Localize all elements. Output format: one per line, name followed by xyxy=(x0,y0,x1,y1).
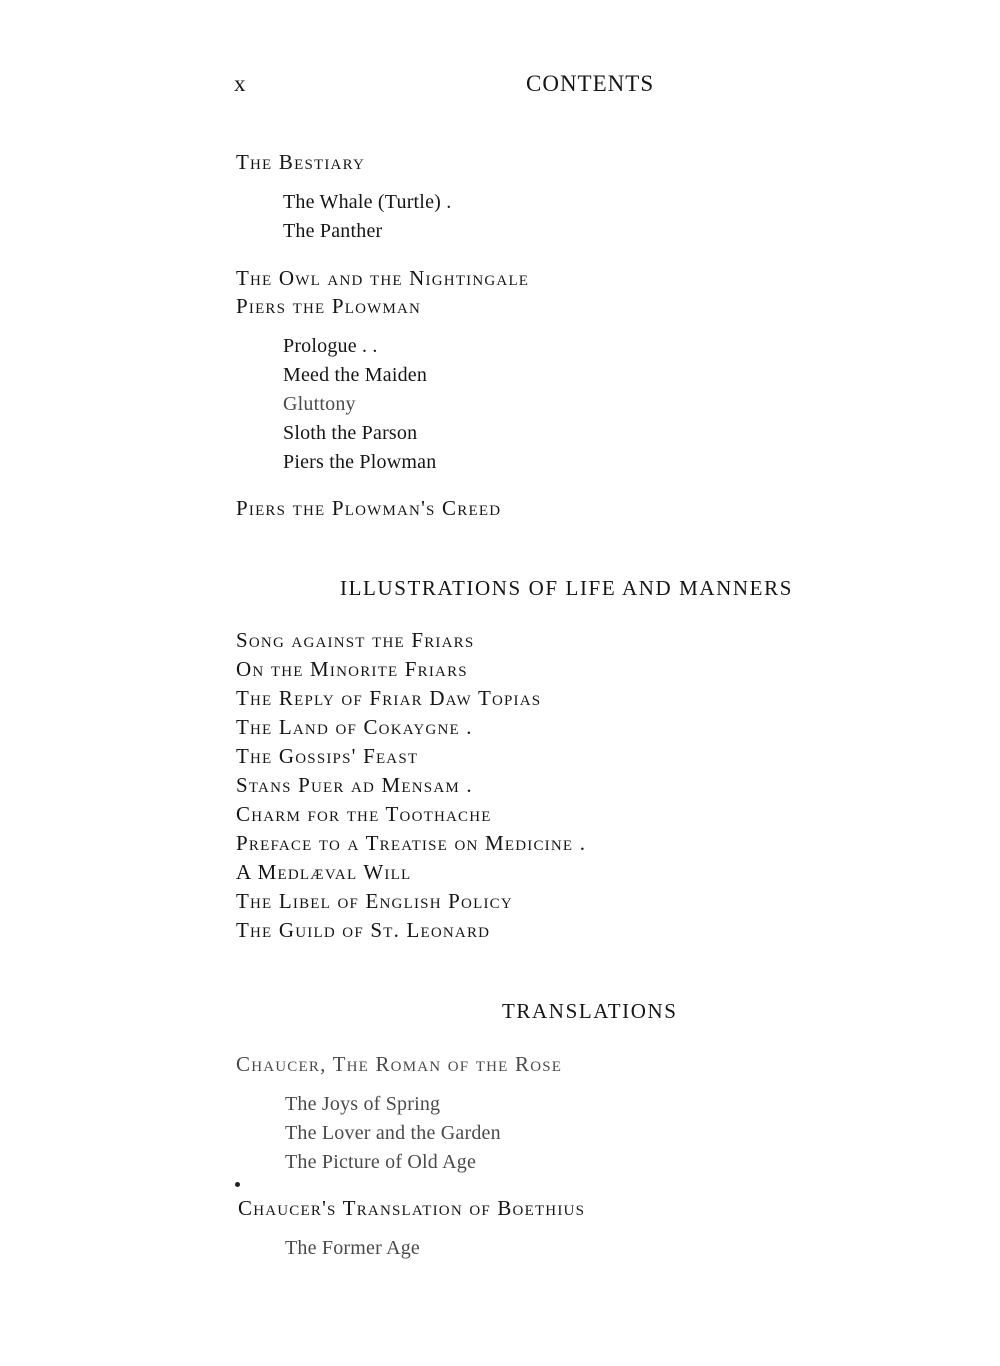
subentry-prologue: Prologue . . xyxy=(283,335,378,357)
subentry-the-whale: The Whale (Turtle) . xyxy=(283,191,452,213)
subentry-the-panther: The Panther xyxy=(283,220,383,242)
entry-chaucer-boethius: Chaucer's Translation of Boethius xyxy=(238,1196,586,1220)
subentry-piers-the-plowman: Piers the Plowman xyxy=(283,451,437,473)
subentry-picture-of-old-age: The Picture of Old Age xyxy=(285,1151,477,1173)
entry-piers-plowmans-creed: Piers the Plowman's Creed xyxy=(236,496,502,520)
entry-the-bestiary: The Bestiary xyxy=(236,150,365,174)
entry-libel-of-english-policy: The Libel of English Policy xyxy=(236,889,513,913)
subentry-gluttony: Gluttony xyxy=(283,393,356,415)
entry-song-against-friars: Song against the Friars xyxy=(236,628,475,652)
entry-medieval-will: A Medlæval Will xyxy=(236,860,412,884)
subentry-joys-of-spring: The Joys of Spring xyxy=(285,1093,441,1115)
entry-reply-of-friar-daw: The Reply of Friar Daw Topias xyxy=(236,686,542,710)
entry-piers-the-plowman: Piers the Plowman xyxy=(236,294,422,318)
stray-mark xyxy=(235,1182,240,1187)
entry-land-of-cokaygne: The Land of Cokaygne . xyxy=(236,715,473,739)
entry-guild-of-st-leonard: The Guild of St. Leonard xyxy=(236,918,491,942)
page-number: x xyxy=(234,71,247,96)
entry-owl-and-nightingale: The Owl and the Nightingale xyxy=(236,266,530,290)
entry-minorite-friars: On the Minorite Friars xyxy=(236,657,468,681)
entry-gossips-feast: The Gossips' Feast xyxy=(236,744,419,768)
subentry-meed-the-maiden: Meed the Maiden xyxy=(283,364,428,386)
entry-chaucer-romaunt: Chaucer, The Roman of the Rose xyxy=(236,1052,563,1076)
entry-preface-to-treatise: Preface to a Treatise on Medicine . xyxy=(236,831,587,855)
subentry-sloth-the-parson: Sloth the Parson xyxy=(283,422,418,444)
subentry-lover-and-garden: The Lover and the Garden xyxy=(285,1122,501,1144)
section-heading-translations: TRANSLATIONS xyxy=(502,999,678,1023)
section-heading-illustrations: ILLUSTRATIONS OF LIFE AND MANNERS xyxy=(340,576,793,600)
entry-charm-for-toothache: Charm for the Toothache xyxy=(236,802,492,826)
entry-stans-puer: Stans Puer ad Mensam . xyxy=(236,773,473,797)
subentry-former-age: The Former Age xyxy=(285,1237,420,1259)
page-title: CONTENTS xyxy=(526,71,655,96)
